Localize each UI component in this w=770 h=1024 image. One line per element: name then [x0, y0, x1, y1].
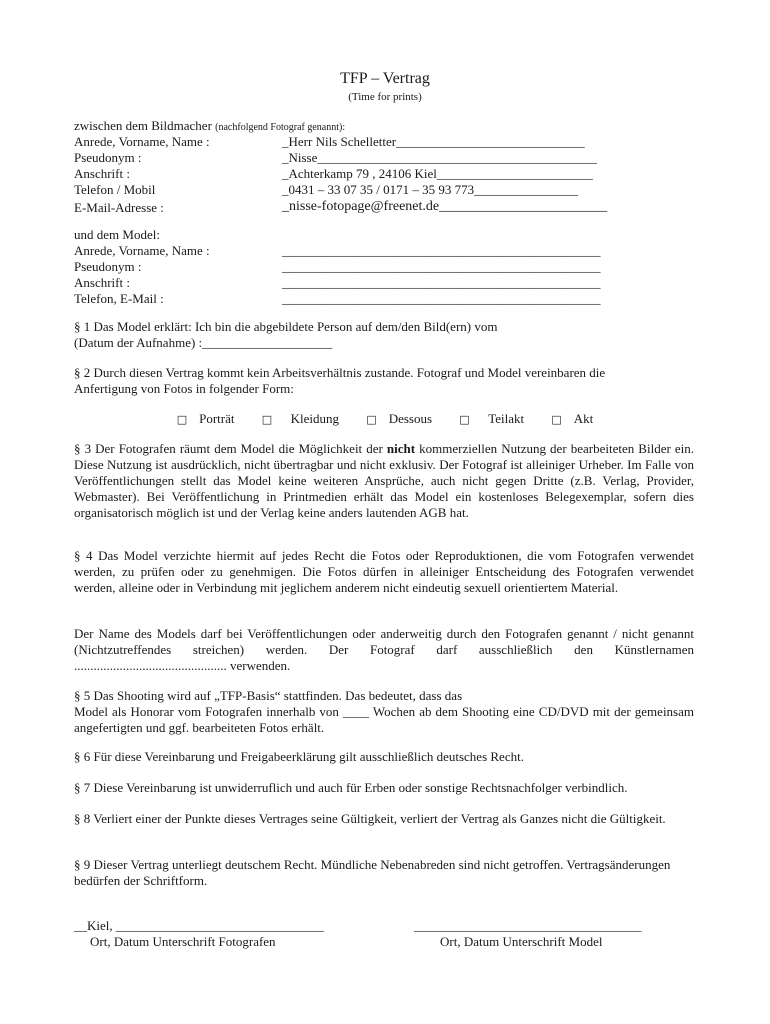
section-4-name: Der Name des Models darf bei Veröffentlichungen oder anderweitig durch den Fotografen genannt / nicht genannt (Nichtzutreffendes streichen) werden. Der Fotograf darf ausschließlich den Künstlernamen ............................................... verwenden. — [74, 626, 694, 673]
field-value: _0431 – 33 07 35 / 0171 – 35 93 773________________ — [282, 182, 579, 197]
section-7: § 7 Diese Vereinbarung ist unwiderruflich und auch für Erben oder sonstige Rechtsnachfolger verbindlich. — [74, 780, 628, 795]
photographer-row — [74, 182, 694, 198]
section-5 — [74, 688, 694, 736]
photo-type-choices — [0, 411, 770, 428]
photographer-row — [74, 166, 694, 182]
field-label: Telefon / Mobil — [74, 182, 156, 197]
field-label: Anschrift : — [74, 166, 130, 181]
model-block — [74, 227, 694, 307]
section-8: § 8 Verliert einer der Punkte dieses Vertrages seine Gültigkeit, verliert der Vertrag als Ganzes nicht die Gültigkeit. — [74, 811, 666, 826]
checkbox-icon[interactable]: □ — [176, 413, 188, 426]
choice-nude[interactable]: □ Akt — [551, 411, 594, 426]
emphasis-nicht: nicht — [386, 441, 416, 456]
choice-lingerie[interactable]: □ Dessous — [366, 411, 433, 426]
field-value: _________________________________________________ — [282, 259, 601, 274]
signature-caption-model: Ort, Datum Unterschrift Model — [440, 934, 603, 949]
section-3: § 3 Der Fotografen räumt dem Model die Möglichkeit der nicht kommerziellen Nutzung der bearbeiteten Bilder ein. Diese Nutzung ist ausdrücklich, nicht übertragbar und nicht exklusiv. Der Fotograf ist alleiniger Urheber. Im Falle von Veröffentlichungen stellt das Model keine weiteren Ansprüche, auch nicht gegen Dritte (z.B. Verlag, Provider, Webmaster). Bei Veröffentlichung in Printmedien erhält das Model ein kostenloses Belegexemplar, sofern dies organisatorisch möglich ist und der Verlag keine anders lautenden AGB hat. — [74, 441, 694, 520]
signature-caption-photographer: Ort, Datum Unterschrift Fotografen — [90, 934, 276, 949]
intro-line — [74, 118, 694, 134]
field-value: _Nisse___________________________________________ — [282, 150, 597, 165]
section-5-rest: Model als Honorar vom Fotografen innerhalb von ____ Wochen ab dem Shooting eine CD/DVD mit der gemeinsam angefertigten und ggf. bearbeiteten Fotos erhält. — [74, 704, 694, 735]
field-label: Anrede, Vorname, Name : — [74, 134, 210, 149]
document-title: TFP – Vertrag — [340, 70, 430, 87]
checkbox-icon[interactable]: □ — [459, 413, 470, 426]
field-value: _________________________________________________ — [282, 291, 601, 306]
section-4: § 4 Das Model verzichte hiermit auf jedes Recht die Fotos oder Reproduktionen, die vom Fotografen verwendet werden, zu prüfen oder zu genehmigen. Die Fotos dürfen in alleiniger Entscheidung des Fotografen verwendet werden, alleine oder in Verbindung mit jeglichem anderem nicht eindeutig sexuell orientiertem Material. — [74, 548, 694, 595]
document-subtitle: (Time for prints) — [348, 91, 422, 103]
model-row — [74, 275, 694, 291]
field-value: _________________________________________________ — [282, 275, 601, 290]
model-intro — [74, 227, 694, 243]
field-value: _________________________________________________ — [282, 243, 601, 258]
photographer-row — [74, 198, 694, 216]
field-label: E-Mail-Adresse : — [74, 200, 164, 215]
choice-partial-nude[interactable]: □ Teilakt — [459, 411, 525, 426]
signature-line-photographer: __Kiel, ________________________________ — [74, 918, 324, 933]
choice-clothing[interactable]: □ Kleidung — [261, 411, 340, 426]
field-value: _Achterkamp 79 , 24106 Kiel________________________ — [282, 166, 593, 181]
model-row — [74, 259, 694, 275]
field-value: _nisse-fotopage@freenet.de________________________ — [282, 199, 608, 214]
checkbox-icon[interactable]: □ — [551, 413, 562, 426]
field-label: Anrede, Vorname, Name : — [74, 243, 210, 258]
photographer-block — [74, 118, 694, 216]
choice-portrait[interactable]: □ Porträt — [176, 411, 235, 426]
field-label: Pseudonym : — [74, 150, 142, 165]
model-intro-text: und dem Model: — [74, 227, 160, 242]
intro-text: zwischen dem Bildmacher — [74, 118, 212, 133]
signature-line-model: ___________________________________ — [414, 918, 642, 933]
field-label: Pseudonym : — [74, 259, 142, 274]
field-label: Anschrift : — [74, 275, 130, 290]
field-value: _Herr Nils Schelletter_____________________________ — [282, 134, 585, 149]
model-row — [74, 291, 694, 307]
checkbox-icon[interactable]: □ — [261, 413, 273, 426]
section-1: § 1 Das Model erklärt: Ich bin die abgebildete Person auf dem/den Bild(ern) vom (Datum der Aufnahme) :____________________ — [74, 319, 498, 350]
section-2: § 2 Durch diesen Vertrag kommt kein Arbeitsverhältnis zustande. Fotograf und Model vereinbaren die Anfertigung von Fotos in folgender Form: — [74, 365, 606, 396]
field-label: Telefon, E-Mail : — [74, 291, 164, 306]
section-6: § 6 Für diese Vereinbarung und Freigabeerklärung gilt ausschließlich deutsches Recht. — [74, 749, 524, 764]
model-row — [74, 243, 694, 259]
section-9: § 9 Dieser Vertrag unterliegt deutschem Recht. Mündliche Nebenabreden sind nicht getroffen. Vertragsänderungen bedürfen der Schriftform. — [74, 857, 671, 888]
intro-note: (nachfolgend Fotograf genannt): — [215, 122, 346, 133]
checkbox-icon[interactable]: □ — [366, 413, 377, 426]
photographer-row — [74, 150, 694, 166]
section-5-line1: § 5 Das Shooting wird auf „TFP-Basis“ stattfinden. Das bedeutet, dass das — [74, 688, 463, 703]
photographer-row — [74, 134, 694, 150]
